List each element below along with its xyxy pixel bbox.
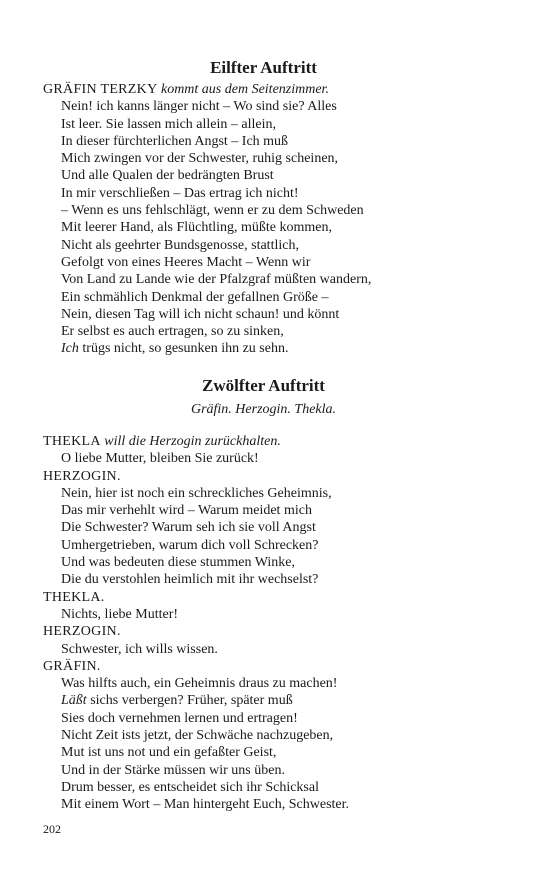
speaker-name: HERZOGIN.: [43, 624, 121, 640]
verse-text: trügs nicht, so gesunken ihn zu sehn.: [78, 341, 289, 357]
verse-line: O liebe Mutter, bleiben Sie zurück!: [61, 451, 259, 467]
speaker-name: GRÄFIN.: [43, 658, 101, 674]
verse-line: Und in der Stärke müssen wir uns üben.: [61, 762, 285, 778]
verse-line: Nein, hier ist noch ein schreckliches Geheimnis,: [61, 485, 332, 501]
stage-direction: will die Herzogin zurückhalten.: [104, 434, 281, 449]
verse-line: Ist leer. Sie lassen mich allein – allein,: [61, 116, 276, 132]
verse-line: Mut ist uns not und ein gefaßter Geist,: [61, 745, 277, 761]
scene-12-title: Zwölfter Auftritt: [202, 376, 325, 395]
verse-line: Und alle Qualen der bedrängten Brust: [61, 168, 274, 184]
scene-12-characters: Gräfin. Herzogin. Thekla.: [190, 402, 337, 417]
verse-line: Nein! ich kanns länger nicht – Wo sind sie? Alles: [61, 99, 337, 115]
emphasized-word: Läßt: [61, 693, 87, 709]
verse-line: Nicht als geehrter Bundsgenosse, stattlich,: [61, 237, 299, 253]
verse-text: sichs verbergen? Früher, später muß: [86, 693, 293, 709]
speaker-name: GRÄFIN TERZKY: [43, 82, 158, 97]
scene-11-text: [43, 81, 513, 358]
verse-line: In dieser fürchterlichen Angst – Ich muß: [61, 133, 289, 149]
verse-line: Die du verstohlen heimlich mit ihr wechselst?: [61, 572, 319, 588]
verse-line: Er selbst es auch ertragen, so zu sinken,: [61, 324, 284, 340]
verse-line: [43, 340, 513, 357]
verse-line: Drum besser, es entscheidet sich ihr Schicksal: [61, 779, 319, 795]
speaker-line: [43, 81, 513, 98]
verse-line: Umhergetrieben, warum dich voll Schrecken?: [61, 537, 319, 553]
stage-direction: kommt aus dem Seitenzimmer.: [160, 82, 329, 97]
verse-line: Nicht Zeit ists jetzt, der Schwäche nachzugeben,: [61, 728, 334, 744]
verse-line: Mit leerer Hand, als Flüchtling, müßte kommen,: [61, 220, 333, 236]
page-number: 202: [43, 822, 61, 836]
speaker-name: THEKLA: [43, 434, 101, 449]
speaker-name: THEKLA.: [43, 589, 105, 605]
verse-line: Mit einem Wort – Man hintergeht Euch, Schwester.: [61, 797, 350, 813]
verse-line: Die Schwester? Warum seh ich sie voll Angst: [61, 520, 316, 536]
speaker-name: HERZOGIN.: [43, 468, 121, 484]
verse-line: Das mir verhehlt wird – Warum meidet mich: [61, 503, 312, 519]
verse-line: Mich zwingen vor der Schwester, ruhig scheinen,: [61, 151, 339, 167]
verse-line: Nein, diesen Tag will ich nicht schaun! und könnt: [61, 306, 340, 322]
verse-line: Ein schmählich Denkmal der gefallnen Größe –: [61, 289, 329, 305]
verse-line: Was hilfts auch, ein Geheimnis draus zu machen!: [61, 676, 338, 692]
scene-12-text: [43, 433, 513, 814]
emphasized-word: Ich: [61, 341, 79, 357]
verse-line: Gefolgt von eines Heeres Macht – Wenn wir: [61, 254, 311, 270]
speaker-line: [43, 433, 513, 450]
verse-line: Sies doch vernehmen lernen und ertragen!: [61, 710, 298, 726]
verse-line: Schwester, ich wills wissen.: [61, 641, 218, 657]
verse-line: Und was bedeuten diese stummen Winke,: [61, 555, 296, 571]
verse-line: [43, 692, 513, 709]
verse-line: – Wenn es uns fehlschlägt, wenn er zu dem Schweden: [61, 203, 364, 219]
verse-line: Nichts, liebe Mutter!: [61, 606, 179, 622]
verse-line: Von Land zu Lande wie der Pfalzgraf müßten wandern,: [61, 272, 372, 288]
scene-11-title: Eilfter Auftritt: [210, 58, 317, 77]
verse-line: In mir verschließen – Das ertrag ich nicht!: [61, 185, 299, 201]
